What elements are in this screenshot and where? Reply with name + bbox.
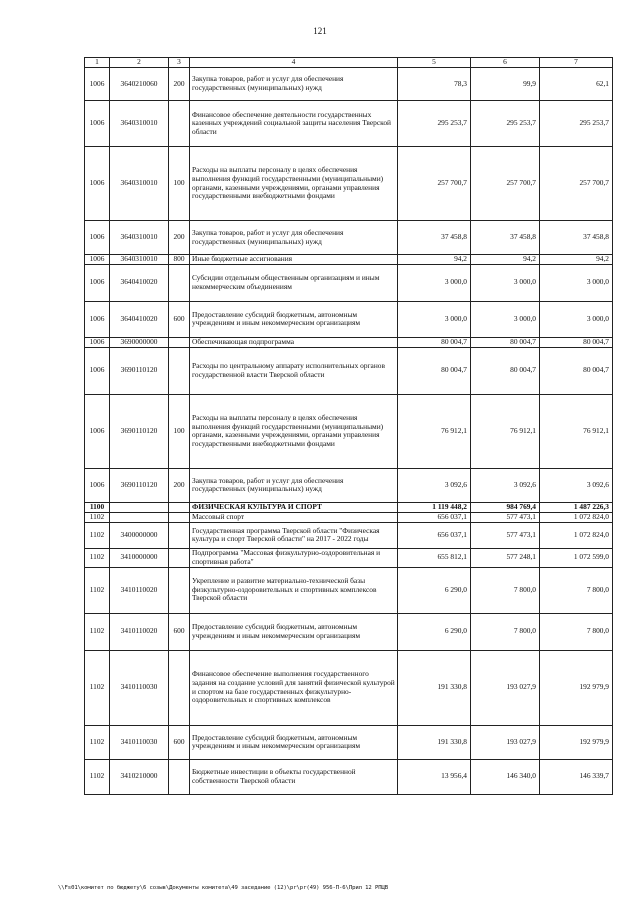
table-row <box>85 394 613 468</box>
amount-v5: 80 004,7 <box>398 337 471 347</box>
amount-v6: 577 473,1 <box>471 522 540 548</box>
amount-v6: 76 912,1 <box>471 394 540 468</box>
code-c1: 1006 <box>85 394 110 468</box>
code-c1: 1006 <box>85 101 110 147</box>
row-description: Финансовое обеспечение выполнения государственного задания на создание условий для занятий физической культурой и спортом на базе государственных физкультурно-оздоровительных и спортивных комплексов <box>190 650 398 725</box>
amount-v5: 80 004,7 <box>398 347 471 394</box>
amount-v6: 3 000,0 <box>471 264 540 301</box>
code-c1: 1006 <box>85 468 110 502</box>
row-description: Укрепление и развитие материально-технической базы физкультурно-оздоровительных и спортивных комплексов Тверской области <box>190 567 398 613</box>
amount-v6: 7 800,0 <box>471 567 540 613</box>
code-c2: 3410210000 <box>110 759 169 794</box>
table-row <box>85 221 613 255</box>
code-c1: 1006 <box>85 347 110 394</box>
amount-v5: 3 092,6 <box>398 468 471 502</box>
amount-v5: 257 700,7 <box>398 147 471 221</box>
row-description: Расходы на выплаты персоналу в целях обеспечения выполнения функций государственными (муниципальными) органами, казенными учреждениями, органами управления государственными внебюджетными фондами <box>190 147 398 221</box>
code-c3: 600 <box>169 725 190 759</box>
amount-v7: 76 912,1 <box>540 394 613 468</box>
code-c3 <box>169 264 190 301</box>
code-c3 <box>169 337 190 347</box>
amount-v6: 80 004,7 <box>471 337 540 347</box>
amount-v6: 984 769,4 <box>471 502 540 512</box>
amount-v7: 1 072 599,0 <box>540 548 613 567</box>
header-cell-3: 3 <box>169 58 190 68</box>
code-c2: 3410000000 <box>110 548 169 567</box>
code-c2 <box>110 512 169 522</box>
header-cell-1: 1 <box>85 58 110 68</box>
code-c3 <box>169 522 190 548</box>
code-c3 <box>169 347 190 394</box>
amount-v6: 94,2 <box>471 255 540 265</box>
amount-v7: 257 700,7 <box>540 147 613 221</box>
code-c1: 1102 <box>85 522 110 548</box>
table-row <box>85 301 613 337</box>
table-row <box>85 759 613 794</box>
code-c1: 1006 <box>85 255 110 265</box>
page-number: 121 <box>313 26 327 36</box>
code-c2: 3410110020 <box>110 567 169 613</box>
code-c2 <box>110 502 169 512</box>
code-c3: 600 <box>169 301 190 337</box>
amount-v7: 295 253,7 <box>540 101 613 147</box>
code-c1: 1102 <box>85 613 110 650</box>
row-description: Предоставление субсидий бюджетным, автономным учреждениям и иным некоммерческим организациям <box>190 301 398 337</box>
code-c2: 3690110120 <box>110 347 169 394</box>
amount-v7: 62,1 <box>540 68 613 101</box>
amount-v6: 99,9 <box>471 68 540 101</box>
table-row <box>85 725 613 759</box>
table-row <box>85 101 613 147</box>
row-description: Расходы по центральному аппарату исполнительных органов государственной власти Тверской области <box>190 347 398 394</box>
table-row <box>85 548 613 567</box>
code-c1: 1102 <box>85 548 110 567</box>
header-cell-2: 2 <box>110 58 169 68</box>
code-c1: 1006 <box>85 301 110 337</box>
header-cell-7: 7 <box>540 58 613 68</box>
amount-v6: 577 473,1 <box>471 512 540 522</box>
code-c2: 3640310010 <box>110 221 169 255</box>
code-c3 <box>169 512 190 522</box>
row-description: Предоставление субсидий бюджетным, автономным учреждениям и иным некоммерческим организациям <box>190 725 398 759</box>
code-c1: 1102 <box>85 567 110 613</box>
code-c1: 1006 <box>85 264 110 301</box>
amount-v7: 80 004,7 <box>540 347 613 394</box>
table-row <box>85 613 613 650</box>
code-c1: 1006 <box>85 221 110 255</box>
amount-v5: 3 000,0 <box>398 301 471 337</box>
amount-v5: 656 037,1 <box>398 512 471 522</box>
row-description: Иные бюджетные ассигнования <box>190 255 398 265</box>
amount-v7: 192 979,9 <box>540 650 613 725</box>
amount-v7: 1 487 226,3 <box>540 502 613 512</box>
amount-v7: 7 800,0 <box>540 613 613 650</box>
code-c3: 200 <box>169 68 190 101</box>
code-c2: 3690110120 <box>110 468 169 502</box>
code-c1: 1102 <box>85 650 110 725</box>
amount-v5: 3 000,0 <box>398 264 471 301</box>
amount-v7: 37 458,8 <box>540 221 613 255</box>
code-c2: 3410110020 <box>110 613 169 650</box>
table-row <box>85 68 613 101</box>
table-row <box>85 468 613 502</box>
amount-v7: 80 004,7 <box>540 337 613 347</box>
row-description: Расходы на выплаты персоналу в целях обеспечения выполнения функций государственными (муниципальными) органами, казенными учреждениями, органами управления государственными внебюджетными фондами <box>190 394 398 468</box>
amount-v6: 37 458,8 <box>471 221 540 255</box>
amount-v6: 146 340,0 <box>471 759 540 794</box>
row-description: Закупка товаров, работ и услуг для обеспечения государственных (муниципальных) нужд <box>190 468 398 502</box>
amount-v5: 37 458,8 <box>398 221 471 255</box>
row-description: Закупка товаров, работ и услуг для обеспечения государственных (муниципальных) нужд <box>190 68 398 101</box>
code-c3 <box>169 101 190 147</box>
row-description: Бюджетные инвестиции в объекты государственной собственности Тверской области <box>190 759 398 794</box>
table-row <box>85 347 613 394</box>
amount-v5: 191 330,8 <box>398 725 471 759</box>
code-c3 <box>169 650 190 725</box>
amount-v6: 3 092,6 <box>471 468 540 502</box>
code-c2: 3640310010 <box>110 147 169 221</box>
row-description: Государственная программа Тверской области "Физическая культура и спорт Тверской области" на 2017 - 2022 годы <box>190 522 398 548</box>
row-description: Массовый спорт <box>190 512 398 522</box>
amount-v6: 257 700,7 <box>471 147 540 221</box>
amount-v6: 193 027,9 <box>471 650 540 725</box>
code-c1: 1102 <box>85 512 110 522</box>
code-c1: 1006 <box>85 147 110 221</box>
code-c2: 3690110120 <box>110 394 169 468</box>
amount-v7: 1 072 824,0 <box>540 522 613 548</box>
code-c3 <box>169 567 190 613</box>
amount-v5: 78,3 <box>398 68 471 101</box>
file-path-footer: \\Fs01\комитет по бюджету\6 созыв\Документы комитета\49 заседание (12)\pr\pr(49) 956-П-6\Прил 12 РПЦВ <box>58 885 389 891</box>
amount-v7: 3 000,0 <box>540 301 613 337</box>
code-c3: 200 <box>169 468 190 502</box>
row-description: Предоставление субсидий бюджетным, автономным учреждениям и иным некоммерческим организациям <box>190 613 398 650</box>
code-c2: 3400000000 <box>110 522 169 548</box>
amount-v5: 656 037,1 <box>398 522 471 548</box>
header-cell-4: 4 <box>190 58 398 68</box>
amount-v5: 13 956,4 <box>398 759 471 794</box>
amount-v5: 295 253,7 <box>398 101 471 147</box>
amount-v7: 3 092,6 <box>540 468 613 502</box>
amount-v7: 7 800,0 <box>540 567 613 613</box>
code-c1: 1006 <box>85 68 110 101</box>
amount-v6: 3 000,0 <box>471 301 540 337</box>
code-c3: 600 <box>169 613 190 650</box>
amount-v7: 146 339,7 <box>540 759 613 794</box>
code-c2: 3640310010 <box>110 101 169 147</box>
code-c2: 3410110030 <box>110 725 169 759</box>
code-c3 <box>169 759 190 794</box>
amount-v6: 7 800,0 <box>471 613 540 650</box>
table-row <box>85 337 613 347</box>
code-c2: 3690000000 <box>110 337 169 347</box>
code-c2: 3640410020 <box>110 264 169 301</box>
code-c1: 1006 <box>85 337 110 347</box>
amount-v7: 94,2 <box>540 255 613 265</box>
amount-v6: 577 248,1 <box>471 548 540 567</box>
row-description: Обеспечивающая подпрограмма <box>190 337 398 347</box>
row-description: Субсидии отдельным общественным организациям и иным некоммерческим объединениям <box>190 264 398 301</box>
code-c3: 100 <box>169 394 190 468</box>
amount-v5: 6 290,0 <box>398 613 471 650</box>
table-row <box>85 502 613 512</box>
table-row <box>85 264 613 301</box>
code-c2: 3640210060 <box>110 68 169 101</box>
header-cell-5: 5 <box>398 58 471 68</box>
amount-v5: 191 330,8 <box>398 650 471 725</box>
code-c3: 100 <box>169 147 190 221</box>
amount-v6: 295 253,7 <box>471 101 540 147</box>
amount-v5: 76 912,1 <box>398 394 471 468</box>
table-row <box>85 147 613 221</box>
amount-v6: 193 027,9 <box>471 725 540 759</box>
table-row <box>85 512 613 522</box>
header-row <box>85 58 613 68</box>
code-c1: 1100 <box>85 502 110 512</box>
code-c3 <box>169 502 190 512</box>
table-row <box>85 650 613 725</box>
code-c1: 1102 <box>85 759 110 794</box>
row-description: Закупка товаров, работ и услуг для обеспечения государственных (муниципальных) нужд <box>190 221 398 255</box>
amount-v7: 1 072 824,0 <box>540 512 613 522</box>
row-description: Финансовое обеспечение деятельности государственных казенных учреждений социальной защиты населения Тверской области <box>190 101 398 147</box>
code-c2: 3640410020 <box>110 301 169 337</box>
amount-v6: 80 004,7 <box>471 347 540 394</box>
amount-v7: 192 979,9 <box>540 725 613 759</box>
header-cell-6: 6 <box>471 58 540 68</box>
amount-v5: 1 119 448,2 <box>398 502 471 512</box>
code-c3: 200 <box>169 221 190 255</box>
table-row <box>85 522 613 548</box>
amount-v5: 6 290,0 <box>398 567 471 613</box>
amount-v5: 655 812,1 <box>398 548 471 567</box>
amount-v7: 3 000,0 <box>540 264 613 301</box>
budget-table <box>84 57 613 795</box>
code-c1: 1102 <box>85 725 110 759</box>
code-c2: 3640310010 <box>110 255 169 265</box>
row-description: Подпрограмма "Массовая физкультурно-оздоровительная и спортивная работа" <box>190 548 398 567</box>
code-c2: 3410110030 <box>110 650 169 725</box>
amount-v5: 94,2 <box>398 255 471 265</box>
code-c3 <box>169 548 190 567</box>
table-row <box>85 255 613 265</box>
code-c3: 800 <box>169 255 190 265</box>
table-row <box>85 567 613 613</box>
row-description: ФИЗИЧЕСКАЯ КУЛЬТУРА И СПОРТ <box>190 502 398 512</box>
